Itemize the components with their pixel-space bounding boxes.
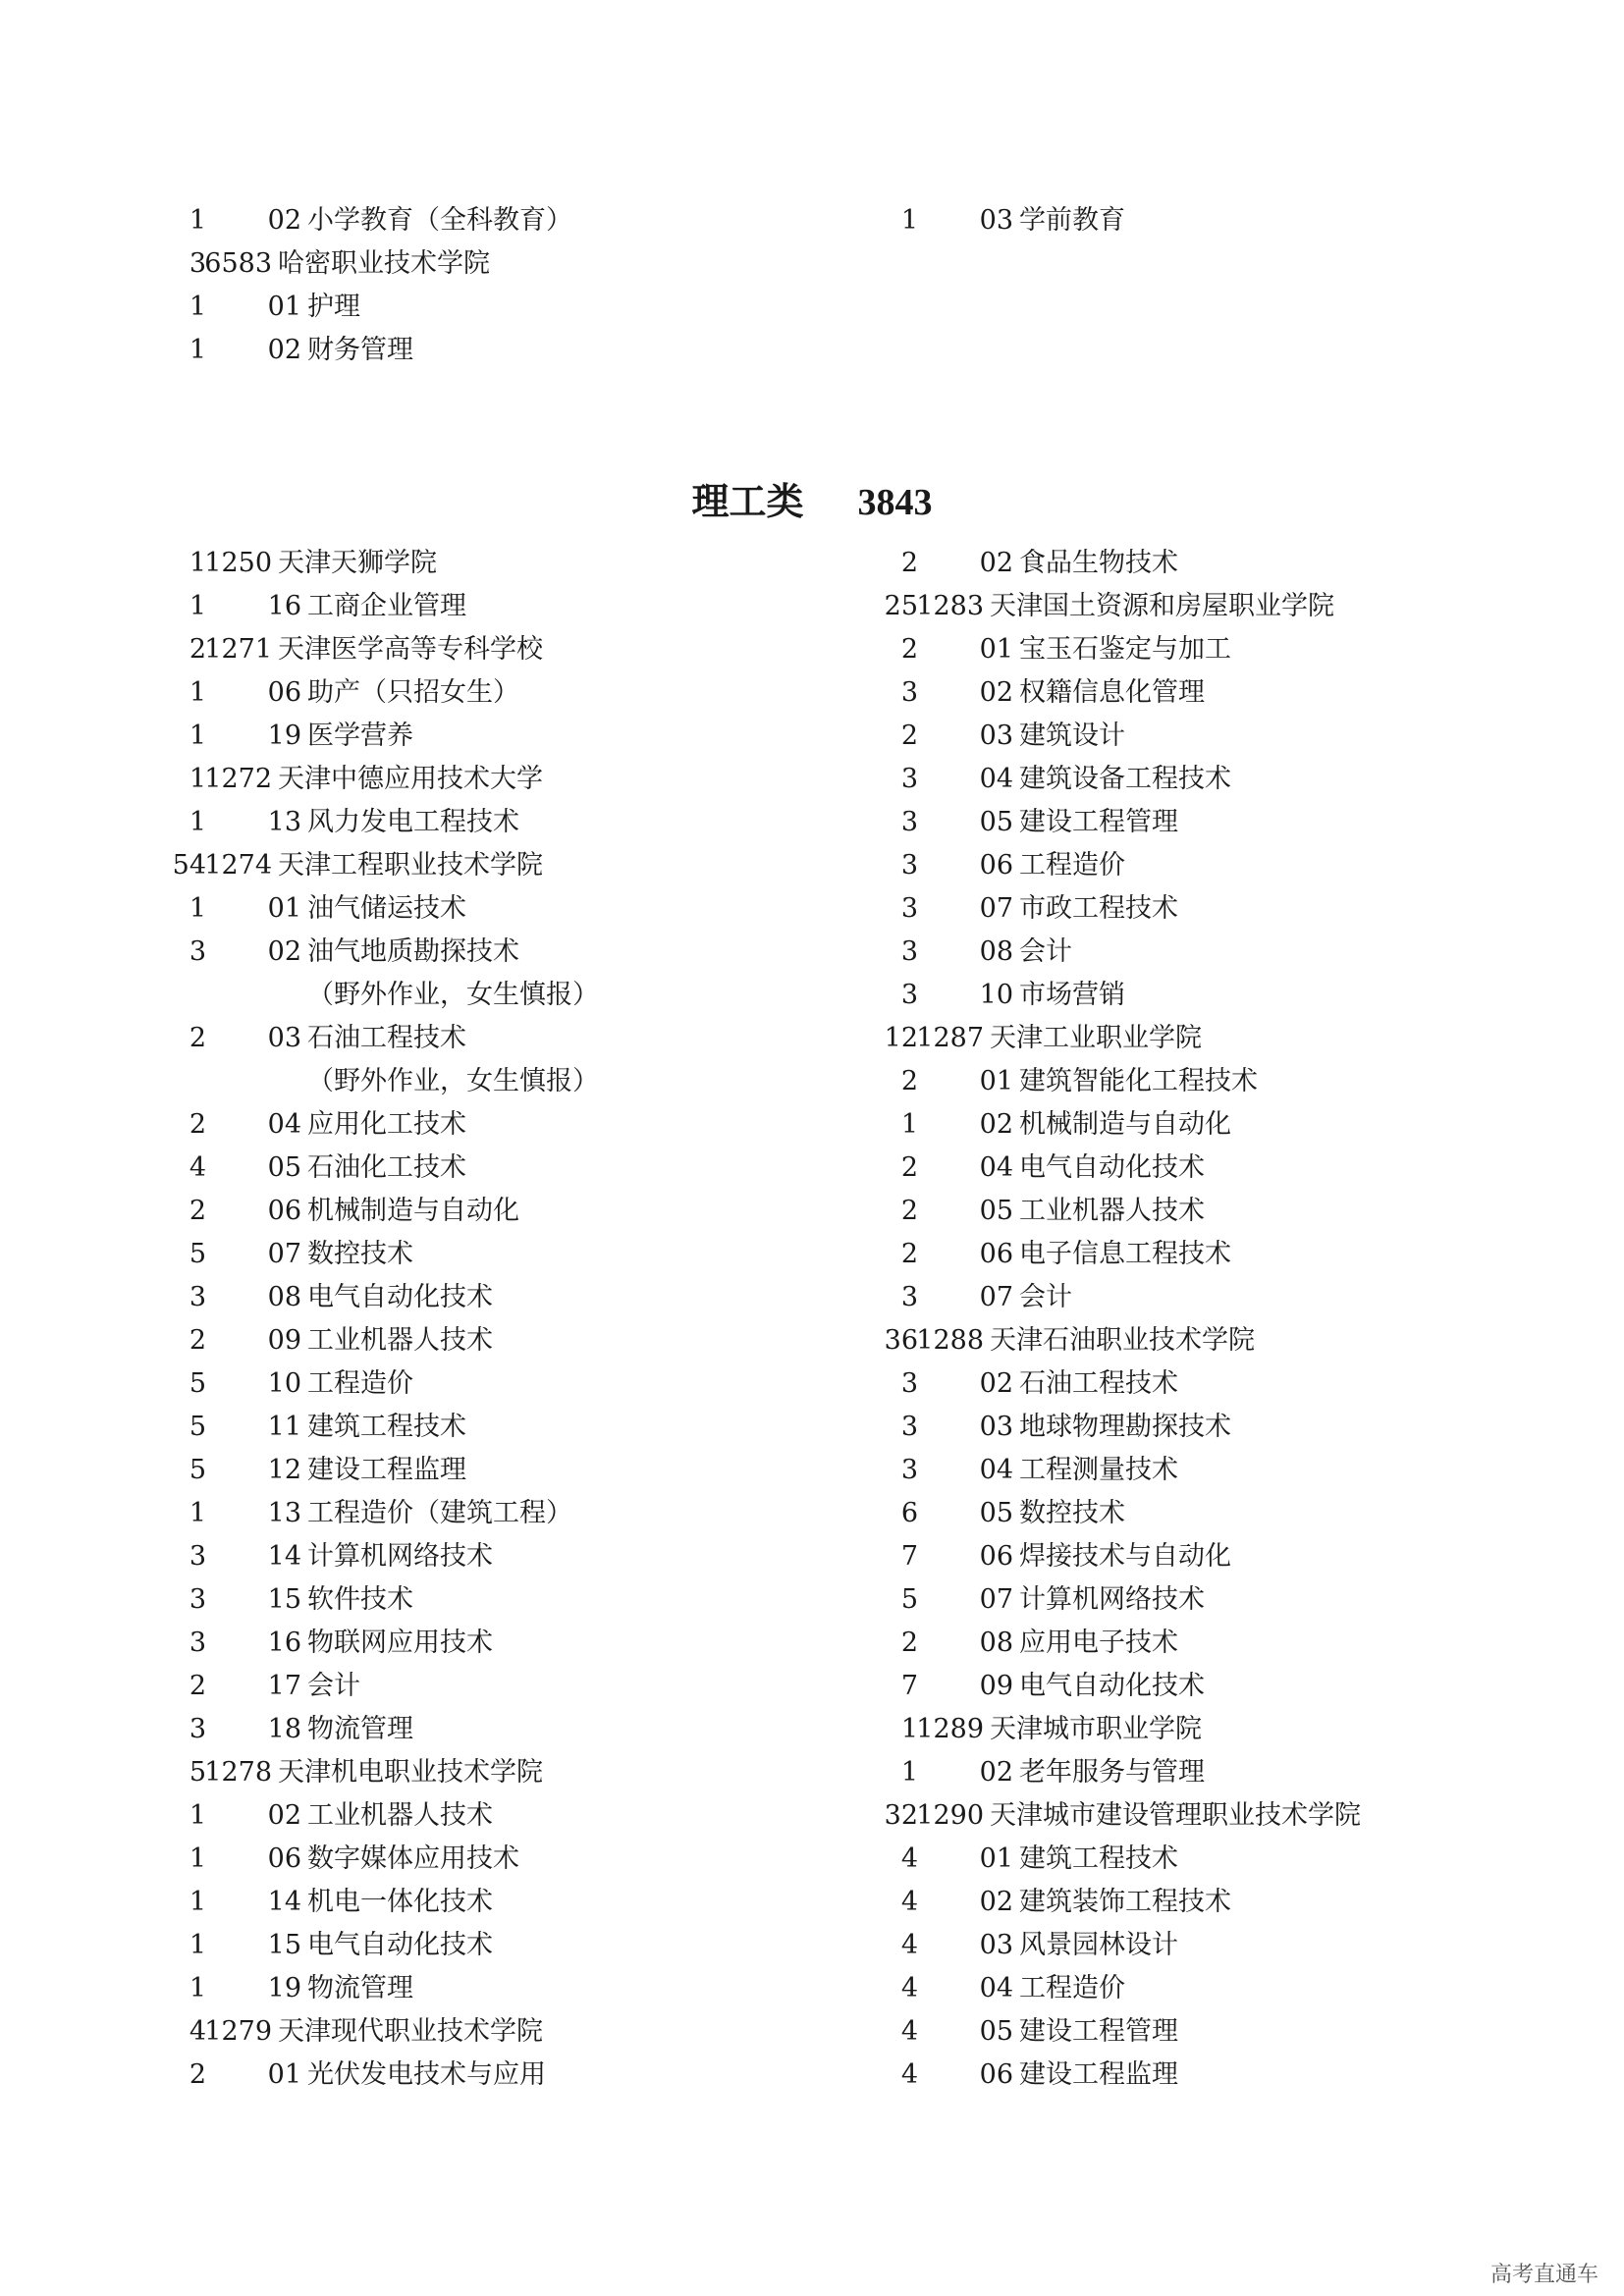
row-code: 01 (267, 2059, 301, 2090)
row-name: 天津城市职业学院 (990, 1714, 1202, 1744)
row-quota: 5 (189, 1412, 206, 1442)
row-name: 风力发电工程技术 (307, 807, 519, 837)
row-code: 05 (267, 1152, 301, 1183)
row-name: 工业机器人技术 (307, 1800, 493, 1831)
row-quota: 1 (189, 764, 206, 794)
row-name: 石油化工技术 (307, 1152, 466, 1183)
row-name: 石油工程技术 (307, 1023, 466, 1053)
row-quota: 2 (900, 1066, 918, 1096)
row-code: 06 (979, 850, 1013, 881)
row-code: 07 (979, 1584, 1013, 1615)
row-quota: 3 (900, 677, 918, 708)
row-quota: 2 (900, 1628, 918, 1658)
row-code: 03 (979, 721, 1013, 751)
row-quota: 1 (189, 292, 206, 322)
row-quota: 2 (900, 1152, 918, 1183)
row-quota: 3 (189, 248, 206, 279)
row-quota: 1 (189, 807, 206, 837)
row-quota: 3 (189, 1584, 206, 1615)
row-name: 地球物理勘探技术 (1019, 1412, 1231, 1442)
row-name: 油气地质勘探技术 (307, 936, 519, 967)
row-name: 工程造价 (1019, 850, 1125, 881)
row-name: 工业机器人技术 (1019, 1196, 1205, 1226)
row-name: 天津国土资源和房屋职业学院 (990, 591, 1334, 621)
row-code: 04 (979, 1152, 1013, 1183)
row-code: 16 (267, 591, 301, 621)
row-name: 小学教育（全科教育） (307, 205, 572, 236)
row-code: 02 (979, 1757, 1013, 1788)
row-code: 1288 (916, 1325, 984, 1356)
row-name: 会计 (307, 1671, 360, 1701)
row-quota: 5 (900, 1584, 918, 1615)
row-code: 02 (979, 677, 1013, 708)
row-quota: 1 (900, 1109, 918, 1140)
row-name: （野外作业，女生慎报） (307, 1066, 599, 1096)
row-quota: 3 (189, 1541, 206, 1572)
row-code: 13 (267, 807, 301, 837)
row-quota: 2 (189, 1196, 206, 1226)
row-name: 医学营养 (307, 721, 413, 751)
row-name: 天津工业职业学院 (990, 1023, 1202, 1053)
row-code: 06 (979, 1239, 1013, 1269)
row-quota: 2 (189, 1325, 206, 1356)
row-quota: 1 (189, 1498, 206, 1528)
row-code: 04 (979, 1455, 1013, 1485)
row-quota: 36 (884, 1325, 918, 1356)
row-quota: 1 (189, 548, 206, 578)
row-name: 数控技术 (307, 1239, 413, 1269)
row-code: 01 (979, 634, 1013, 665)
row-quota: 2 (900, 721, 918, 751)
row-quota: 4 (189, 2016, 206, 2047)
row-name: 机械制造与自动化 (1019, 1109, 1231, 1140)
row-code: 09 (979, 1671, 1013, 1701)
row-name: 电气自动化技术 (307, 1930, 493, 1960)
row-code: 02 (267, 936, 301, 967)
row-code: 1272 (204, 764, 272, 794)
row-quota: 3 (900, 893, 918, 924)
row-quota: 3 (900, 1412, 918, 1442)
row-code: 1287 (916, 1023, 984, 1053)
row-name: 建筑智能化工程技术 (1019, 1066, 1258, 1096)
row-code: 1274 (204, 850, 272, 881)
row-name: 建筑设备工程技术 (1019, 764, 1231, 794)
row-code: 09 (267, 1325, 301, 1356)
row-code: 05 (979, 807, 1013, 837)
row-quota: 2 (900, 548, 918, 578)
row-name: 财务管理 (307, 335, 413, 365)
row-name: 护理 (307, 292, 360, 322)
row-code: 02 (267, 335, 301, 365)
row-name: 石油工程技术 (1019, 1368, 1178, 1399)
row-quota: 4 (900, 1843, 918, 1874)
row-quota: 1 (189, 591, 206, 621)
row-code: 19 (267, 1973, 301, 2003)
row-quota: 1 (189, 1843, 206, 1874)
row-name: 天津工程职业技术学院 (278, 850, 543, 881)
row-code: 15 (267, 1930, 301, 1960)
row-name: 建筑装饰工程技术 (1019, 1887, 1231, 1917)
row-quota: 3 (900, 850, 918, 881)
row-quota: 25 (884, 591, 918, 621)
row-code: 06 (267, 1843, 301, 1874)
row-quota: 54 (172, 850, 206, 881)
row-name: 天津城市建设管理职业技术学院 (990, 1800, 1361, 1831)
row-quota: 4 (900, 2016, 918, 2047)
row-code: 1250 (204, 548, 272, 578)
top-left-column (189, 199, 778, 376)
row-name: 物流管理 (307, 1973, 413, 2003)
row-code: 01 (267, 893, 301, 924)
row-code: 6583 (204, 248, 272, 279)
row-code: 03 (979, 205, 1013, 236)
row-code: 14 (267, 1541, 301, 1572)
row-quota: 7 (900, 1541, 918, 1572)
row-name: 市政工程技术 (1019, 893, 1178, 924)
row-code: 13 (267, 1498, 301, 1528)
row-quota: 4 (900, 2059, 918, 2090)
row-code: 11 (267, 1412, 301, 1442)
top-right-column (900, 199, 1489, 248)
row-code: 07 (979, 1282, 1013, 1312)
row-code: 04 (979, 764, 1013, 794)
row-code: 07 (267, 1239, 301, 1269)
row-code: 08 (267, 1282, 301, 1312)
row-quota: 1 (189, 1973, 206, 2003)
row-quota: 2 (189, 2059, 206, 2090)
row-quota: 1 (900, 1714, 918, 1744)
row-quota: 2 (189, 1109, 206, 1140)
row-code: 03 (979, 1412, 1013, 1442)
row-name: 市场营销 (1019, 980, 1125, 1010)
row-quota: 3 (900, 764, 918, 794)
row-name: 天津中德应用技术大学 (278, 764, 543, 794)
row-name: 物流管理 (307, 1714, 413, 1744)
row-name: 电气自动化技术 (307, 1282, 493, 1312)
row-name: 工程造价 (1019, 1973, 1125, 2003)
row-code: 1289 (916, 1714, 984, 1744)
section-total: 3843 (857, 482, 933, 523)
row-name: 工程造价 (307, 1368, 413, 1399)
row-name: 工业机器人技术 (307, 1325, 493, 1356)
row-quota: 2 (900, 1239, 918, 1269)
row-code: 02 (979, 1368, 1013, 1399)
row-name: 老年服务与管理 (1019, 1757, 1205, 1788)
row-code: 06 (267, 677, 301, 708)
row-name: 机械制造与自动化 (307, 1196, 519, 1226)
row-name: 会计 (1019, 936, 1072, 967)
row-quota: 1 (189, 335, 206, 365)
row-quota: 7 (900, 1671, 918, 1701)
row-quota: 1 (189, 677, 206, 708)
row-name: 权籍信息化管理 (1019, 677, 1205, 708)
row-name: 学前教育 (1019, 205, 1125, 236)
row-name: 数控技术 (1019, 1498, 1125, 1528)
row-code: 02 (267, 205, 301, 236)
row-quota: 3 (900, 1368, 918, 1399)
row-name: 哈密职业技术学院 (278, 248, 490, 279)
row-name: 计算机网络技术 (1019, 1584, 1205, 1615)
row-code: 1290 (916, 1800, 984, 1831)
row-name: 宝玉石鉴定与加工 (1019, 634, 1231, 665)
row-code: 1283 (916, 591, 984, 621)
row-quota: 1 (189, 893, 206, 924)
row-code: 02 (979, 1887, 1013, 1917)
row-name: 风景园林设计 (1019, 1930, 1178, 1960)
row-quota: 1 (189, 1887, 206, 1917)
row-code: 15 (267, 1584, 301, 1615)
row-quota: 3 (900, 980, 918, 1010)
row-name: 天津石油职业技术学院 (990, 1325, 1255, 1356)
row-quota: 3 (900, 936, 918, 967)
row-code: 04 (979, 1973, 1013, 2003)
row-code: 08 (979, 936, 1013, 967)
row-code: 14 (267, 1887, 301, 1917)
row-name: 建设工程管理 (1019, 807, 1178, 837)
row-name: 助产（只招女生） (307, 677, 519, 708)
row-name: 建筑工程技术 (307, 1412, 466, 1442)
row-code: 1271 (204, 634, 272, 665)
row-code: 07 (979, 893, 1013, 924)
row-name: 电气自动化技术 (1019, 1152, 1205, 1183)
section-heading (0, 471, 1624, 525)
row-code: 05 (979, 1498, 1013, 1528)
row-code: 01 (979, 1843, 1013, 1874)
row-name: 建设工程监理 (307, 1455, 466, 1485)
row-quota: 1 (189, 721, 206, 751)
row-name: 天津机电职业技术学院 (278, 1757, 543, 1788)
row-code: 04 (267, 1109, 301, 1140)
row-code: 05 (979, 1196, 1013, 1226)
row-quota: 1 (900, 1757, 918, 1788)
row-quota: 3 (189, 1282, 206, 1312)
row-code: 1278 (204, 1757, 272, 1788)
row-code: 16 (267, 1628, 301, 1658)
row-name: 应用电子技术 (1019, 1628, 1178, 1658)
row-code: 06 (267, 1196, 301, 1226)
row-code: 03 (979, 1930, 1013, 1960)
row-name: 数字媒体应用技术 (307, 1843, 519, 1874)
row-name: 工程造价（建筑工程） (307, 1498, 572, 1528)
row-code: 03 (267, 1023, 301, 1053)
watermark-text: 高考直通车 (1489, 2263, 1598, 2287)
row-name: 会计 (1019, 1282, 1072, 1312)
row-quota: 4 (900, 1887, 918, 1917)
row-code: 17 (267, 1671, 301, 1701)
row-code: 02 (979, 1109, 1013, 1140)
row-quota: 1 (189, 1800, 206, 1831)
row-code: 02 (979, 548, 1013, 578)
row-quota: 1 (189, 205, 206, 236)
row-code: 10 (267, 1368, 301, 1399)
row-name: 焊接技术与自动化 (1019, 1541, 1231, 1572)
row-code: 10 (979, 980, 1013, 1010)
row-quota: 3 (900, 1455, 918, 1485)
row-name: 电气自动化技术 (1019, 1671, 1205, 1701)
row-quota: 3 (189, 1628, 206, 1658)
row-code: 08 (979, 1628, 1013, 1658)
row-name: 电子信息工程技术 (1019, 1239, 1231, 1269)
row-quota: 4 (189, 1152, 206, 1183)
row-quota: 6 (900, 1498, 918, 1528)
row-quota: 3 (900, 807, 918, 837)
row-code: 12 (267, 1455, 301, 1485)
row-code: 01 (979, 1066, 1013, 1096)
row-name: 天津现代职业技术学院 (278, 2016, 543, 2047)
row-name: （野外作业，女生慎报） (307, 980, 599, 1010)
row-name: 物联网应用技术 (307, 1628, 493, 1658)
row-quota: 2 (189, 634, 206, 665)
row-quota: 2 (900, 634, 918, 665)
row-name: 天津医学高等专科学校 (278, 634, 543, 665)
row-quota: 1 (900, 205, 918, 236)
row-quota: 2 (189, 1671, 206, 1701)
row-name: 天津天狮学院 (278, 548, 437, 578)
row-code: 06 (979, 2059, 1013, 2090)
row-name: 应用化工技术 (307, 1109, 466, 1140)
row-code: 02 (267, 1800, 301, 1831)
row-code: 01 (267, 292, 301, 322)
row-quota: 32 (884, 1800, 918, 1831)
row-name: 油气储运技术 (307, 893, 466, 924)
row-name: 建筑设计 (1019, 721, 1125, 751)
row-quota: 12 (884, 1023, 918, 1053)
row-name: 计算机网络技术 (307, 1541, 493, 1572)
row-quota: 5 (189, 1239, 206, 1269)
row-quota: 3 (900, 1282, 918, 1312)
row-name: 机电一体化技术 (307, 1887, 493, 1917)
row-code: 19 (267, 721, 301, 751)
row-quota: 2 (189, 1023, 206, 1053)
row-name: 食品生物技术 (1019, 548, 1178, 578)
section-title: 理工类 (691, 482, 804, 523)
main-left-column (172, 542, 778, 2112)
row-quota: 5 (189, 1368, 206, 1399)
row-quota: 2 (900, 1196, 918, 1226)
row-quota: 1 (189, 1930, 206, 1960)
row-name: 工程测量技术 (1019, 1455, 1178, 1485)
row-quota: 3 (189, 936, 206, 967)
row-quota: 5 (189, 1455, 206, 1485)
row-quota: 5 (189, 1757, 206, 1788)
main-right-column (884, 542, 1489, 2112)
row-quota: 4 (900, 1973, 918, 2003)
row-quota: 3 (189, 1714, 206, 1744)
row-name: 建筑工程技术 (1019, 1843, 1178, 1874)
row-name: 软件技术 (307, 1584, 413, 1615)
row-code: 1279 (204, 2016, 272, 2047)
row-name: 光伏发电技术与应用 (307, 2059, 546, 2090)
row-code: 05 (979, 2016, 1013, 2047)
row-name: 建设工程监理 (1019, 2059, 1178, 2090)
row-name: 工商企业管理 (307, 591, 466, 621)
row-code: 06 (979, 1541, 1013, 1572)
row-name: 建设工程管理 (1019, 2016, 1178, 2047)
row-quota: 4 (900, 1930, 918, 1960)
row-code: 18 (267, 1714, 301, 1744)
